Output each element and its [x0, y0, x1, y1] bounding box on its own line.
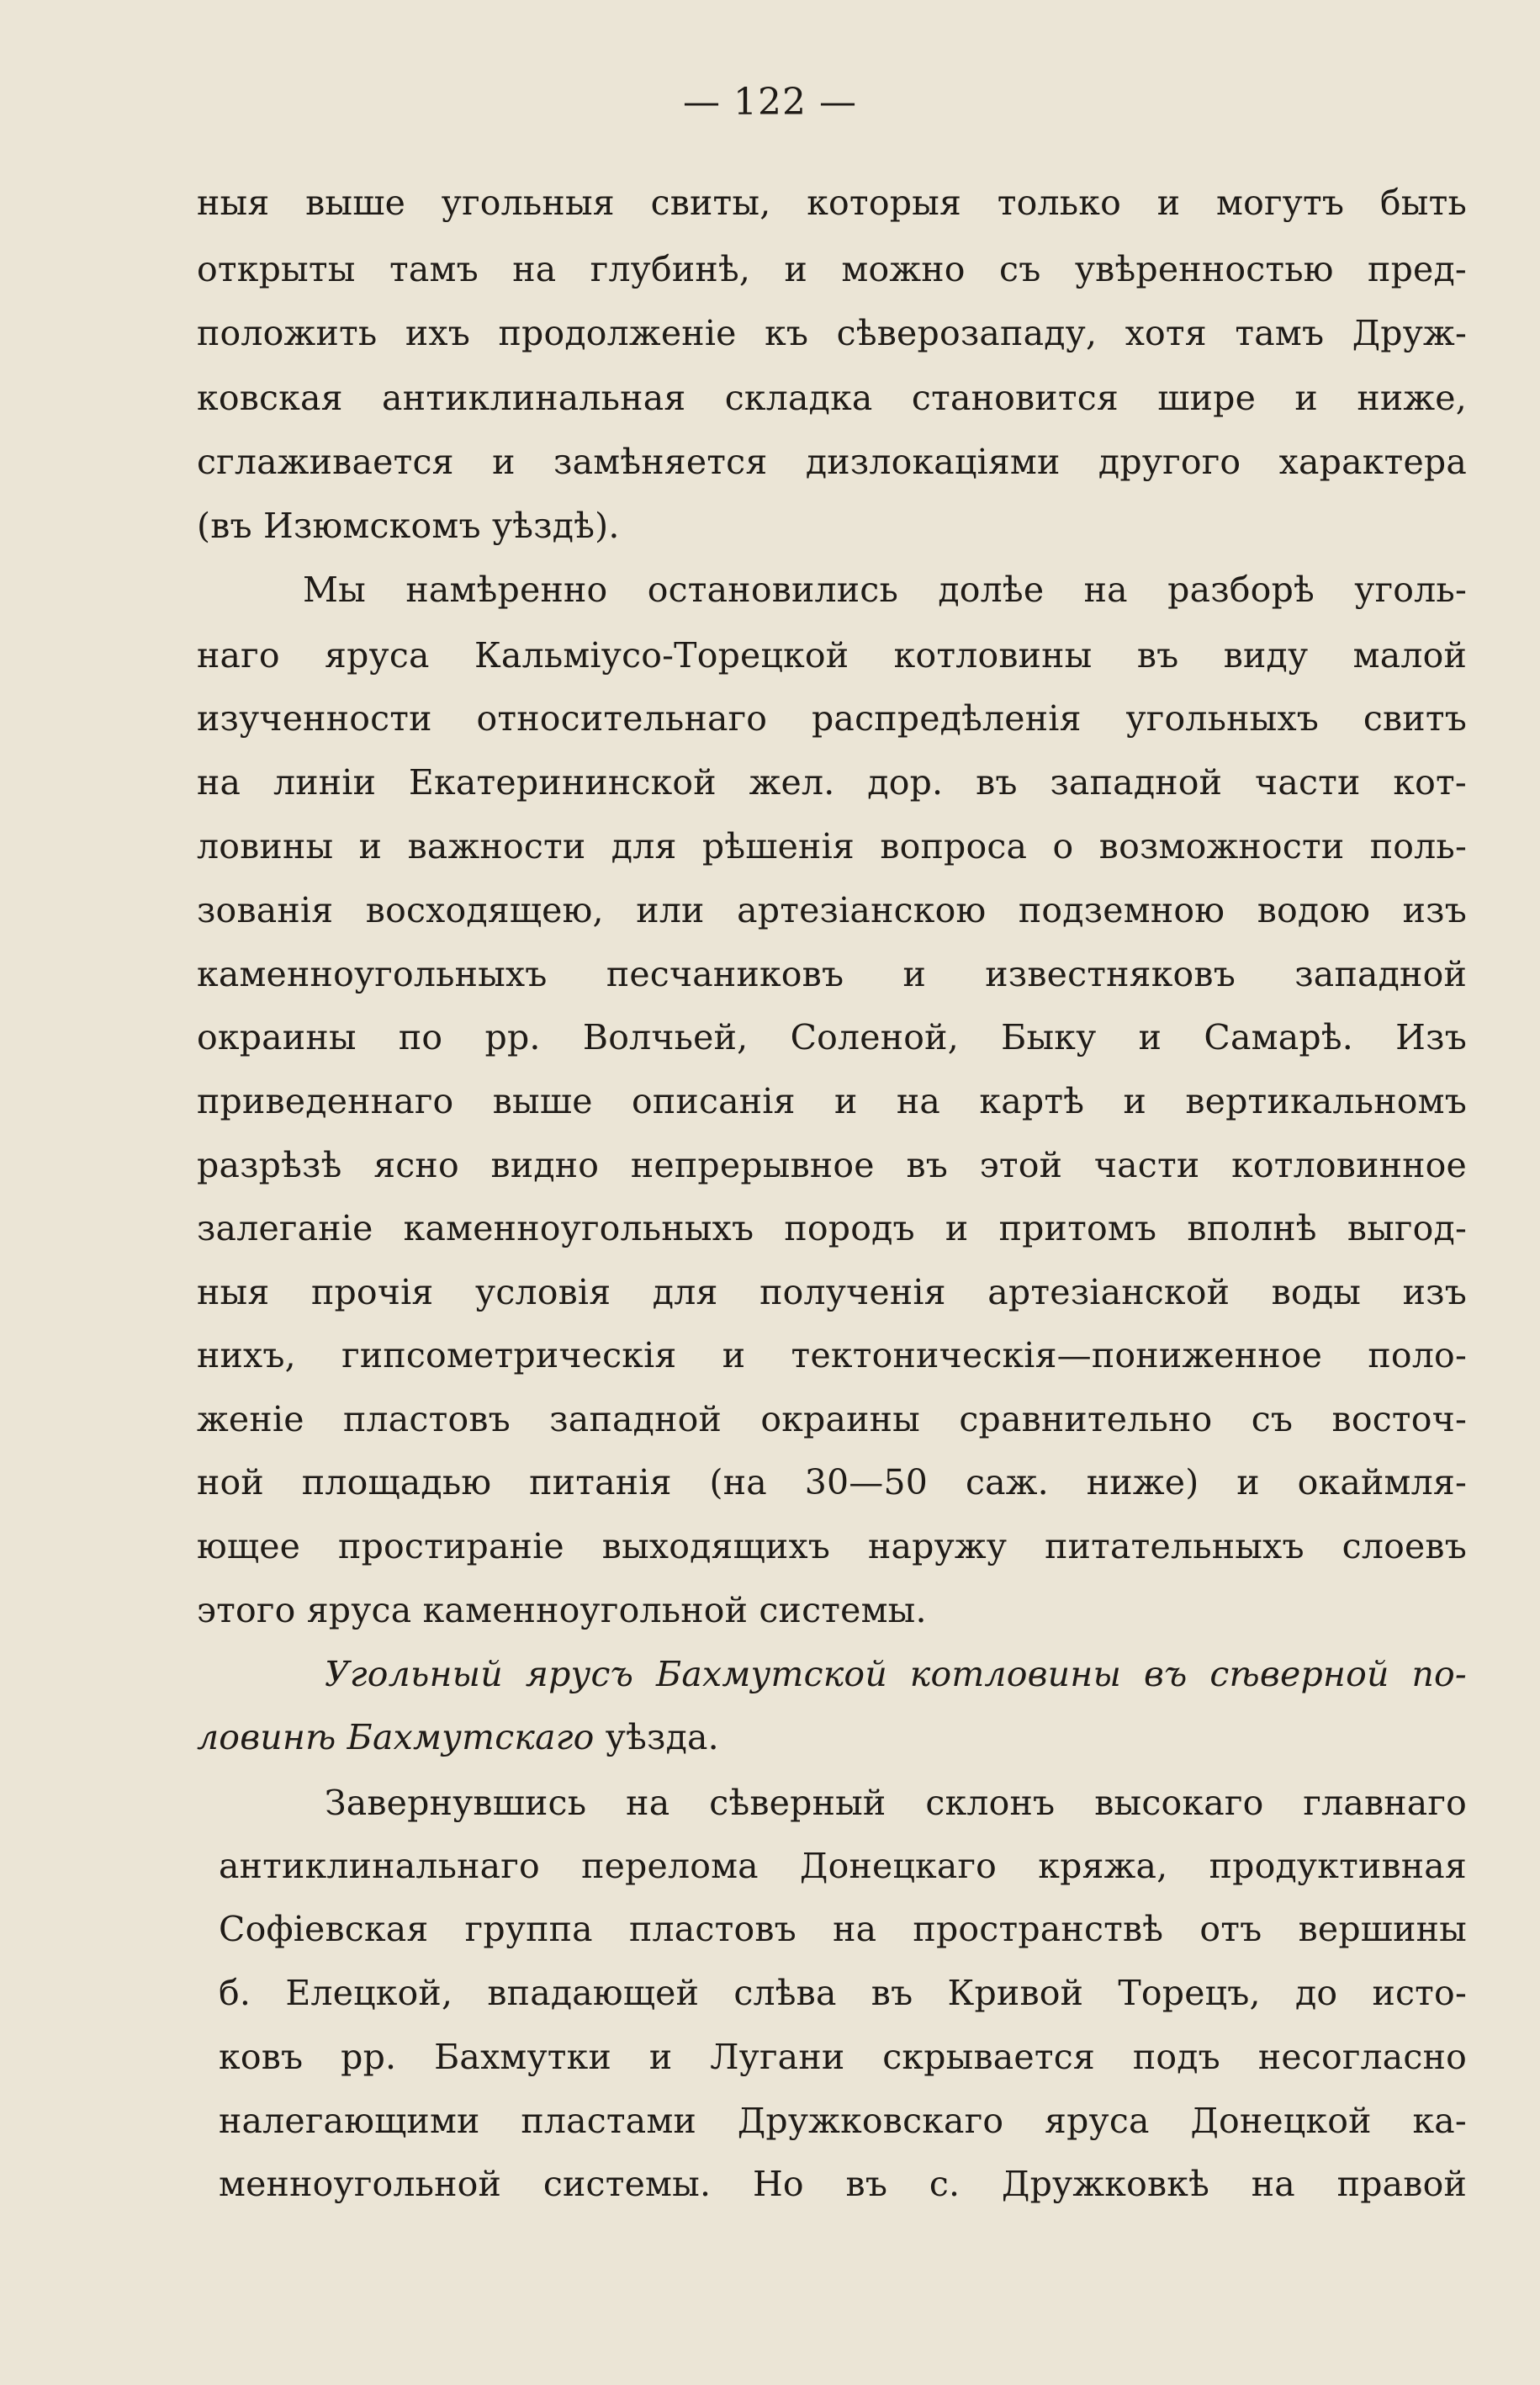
text-line: сглаживается и замѣняется дизлокаціями другого характера — [197, 442, 1467, 482]
text-line: окраины по рр. Волчьей, Соленой, Быку и Самарѣ. Изъ — [197, 1017, 1467, 1057]
text-line: ловины и важности для рѣшенія вопроса о возможности поль- — [197, 826, 1467, 867]
section-heading-tail: уѣзда. — [594, 1717, 719, 1757]
text-line: ной площадью питанія (на 30—50 саж. ниже) и окаймля- — [197, 1462, 1467, 1503]
section-heading-line — [197, 1714, 719, 1761]
text-line: этого яруса каменноугольной системы. — [197, 1590, 927, 1630]
text-line: открыты тамъ на глубинѣ, и можно съ увѣренностью пред- — [197, 249, 1467, 289]
text-line: б. Елецкой, впадающей слѣва въ Кривой Торецъ, до исто- — [219, 1973, 1467, 2013]
text-line: ныя прочія условія для полученія артезіанской воды изъ — [197, 1272, 1467, 1312]
text-line: наго яруса Кальміусо-Торецкой котловины въ виду малой — [197, 635, 1467, 676]
text-line: ныя выше угольныя свиты, которыя только и могутъ быть — [197, 183, 1467, 223]
text-line: залеганіе каменноугольныхъ породъ и притомъ вполнѣ выгод- — [197, 1208, 1467, 1248]
section-heading-italic: ловинѣ Бахмутскаго — [197, 1717, 595, 1757]
text-line: женіе пластовъ западной окраины сравнительно съ восточ- — [197, 1399, 1467, 1439]
text-line: приведеннаго выше описанія и на картѣ и вертикальномъ — [197, 1081, 1467, 1121]
text-line: ковская антиклинальная складка становится шире и ниже, — [197, 378, 1467, 418]
text-line: положить ихъ продолженіе къ сѣверозападу, хотя тамъ Друж- — [197, 313, 1467, 353]
text-line: зованія восходящею, или артезіанскою подземною водою изъ — [197, 890, 1467, 930]
text-line: ковъ рр. Бахмутки и Лугани скрывается подъ несогласно — [219, 2037, 1467, 2077]
text-line: нихъ, гипсометрическія и тектоническія—пониженное поло- — [197, 1335, 1467, 1375]
text-line: Завернувшись на сѣверный склонъ высокаго главнаго — [325, 1783, 1467, 1823]
text-line: антиклинальнаго перелома Донецкаго кряжа, продуктивная — [219, 1846, 1467, 1886]
text-line: (въ Изюмскомъ уѣздѣ). — [197, 506, 620, 546]
text-line: разрѣзѣ ясно видно непрерывное въ этой части котловинное — [197, 1145, 1467, 1185]
page-number: — 122 — — [683, 81, 857, 124]
text-line: Мы намѣренно остановились долѣе на разборѣ уголь- — [303, 570, 1467, 610]
text-line: менноугольной системы. Но въ с. Дружковкѣ на правой — [219, 2164, 1467, 2204]
text-line: Софіевская группа пластовъ на пространствѣ отъ вершины — [219, 1909, 1467, 1949]
text-line: ющее простираніе выходящихъ наружу питательныхъ слоевъ — [197, 1526, 1467, 1566]
text-line: на линіи Екатерининской жел. дор. въ западной части кот- — [197, 762, 1467, 803]
text-line: налегающими пластами Дружковскаго яруса Донецкой ка- — [219, 2101, 1467, 2141]
section-heading-line: Угольный ярусъ Бахмутской котловины въ сѣверной по- — [325, 1654, 1467, 1694]
text-line: изученности относительнаго распредѣленія угольныхъ свитъ — [197, 698, 1467, 739]
text-line: каменноугольныхъ песчаниковъ и известняковъ западной — [197, 954, 1467, 994]
